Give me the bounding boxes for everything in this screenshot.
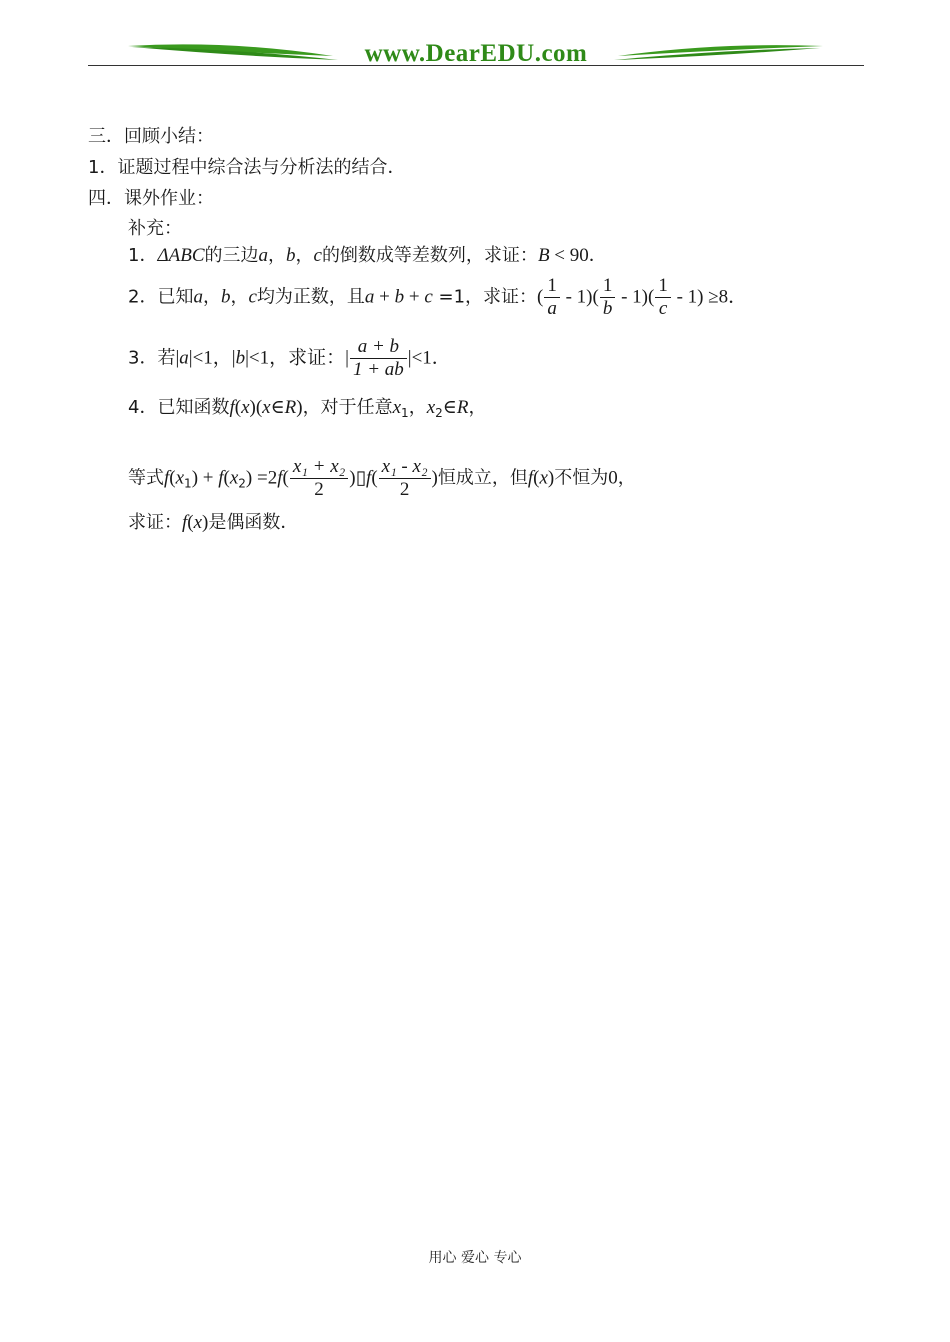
section-homework-heading: 四．课外作业： bbox=[88, 188, 214, 209]
problem-2: 2．已知a，b，c均为正数，且a + b + c =1，求证：( $\frac{1}{a}$ - 1)( $\frac{1}{b}$ - 1)( $\frac{1}{c}$ - 1) ≥8． bbox=[128, 275, 748, 319]
section-review-heading: 三．回顾小结： bbox=[88, 126, 214, 147]
problem-1: 1．ΔABC的三边a，b，c的倒数成等差数列，求证：B < 90． bbox=[128, 245, 607, 266]
fraction: $\frac{1}{c}$ bbox=[655, 275, 671, 320]
fraction: $\frac{\text{x₁ - x₂}}{2}$ bbox=[379, 456, 431, 501]
problem-4-equation: 等式$f(x_1) + f(x_2) =2f$( $\frac{\text{x₁ + x₂}}{2}$ )▯f( $\frac{\text{x₁ - x₂}}{2}$ )恒成立，但f(x)不恒为0， bbox=[128, 456, 636, 500]
fraction: $\frac{a + b}{1 + ab}$ bbox=[350, 336, 407, 381]
page-footer: 用心 爱心 专心 bbox=[428, 1250, 522, 1266]
problem-3: 3．若|a|<1，|b|<1，求证：| $\frac{a + b}{1 + ab}$ |<1． bbox=[128, 336, 451, 380]
page-header bbox=[88, 36, 864, 68]
problem-4-conclusion: 求证：f(x)是偶函数． bbox=[128, 512, 299, 533]
fraction: $\frac{1}{a}$ bbox=[544, 275, 560, 320]
problem-4: 4．已知函数f(x)(x∈R)，对于任意$x_1$，$x_2\in R$， bbox=[128, 397, 487, 420]
fraction: $\frac{1}{b}$ bbox=[600, 275, 616, 320]
header-rule bbox=[88, 65, 864, 66]
review-item-1: 1．证题过程中综合法与分析法的结合． bbox=[88, 157, 406, 178]
supplement-label: 补充： bbox=[128, 218, 182, 239]
fraction: $\frac{\text{x₁ + x₂}}{2}$ bbox=[290, 456, 348, 501]
site-title: www.DearEDU.com bbox=[364, 40, 588, 67]
